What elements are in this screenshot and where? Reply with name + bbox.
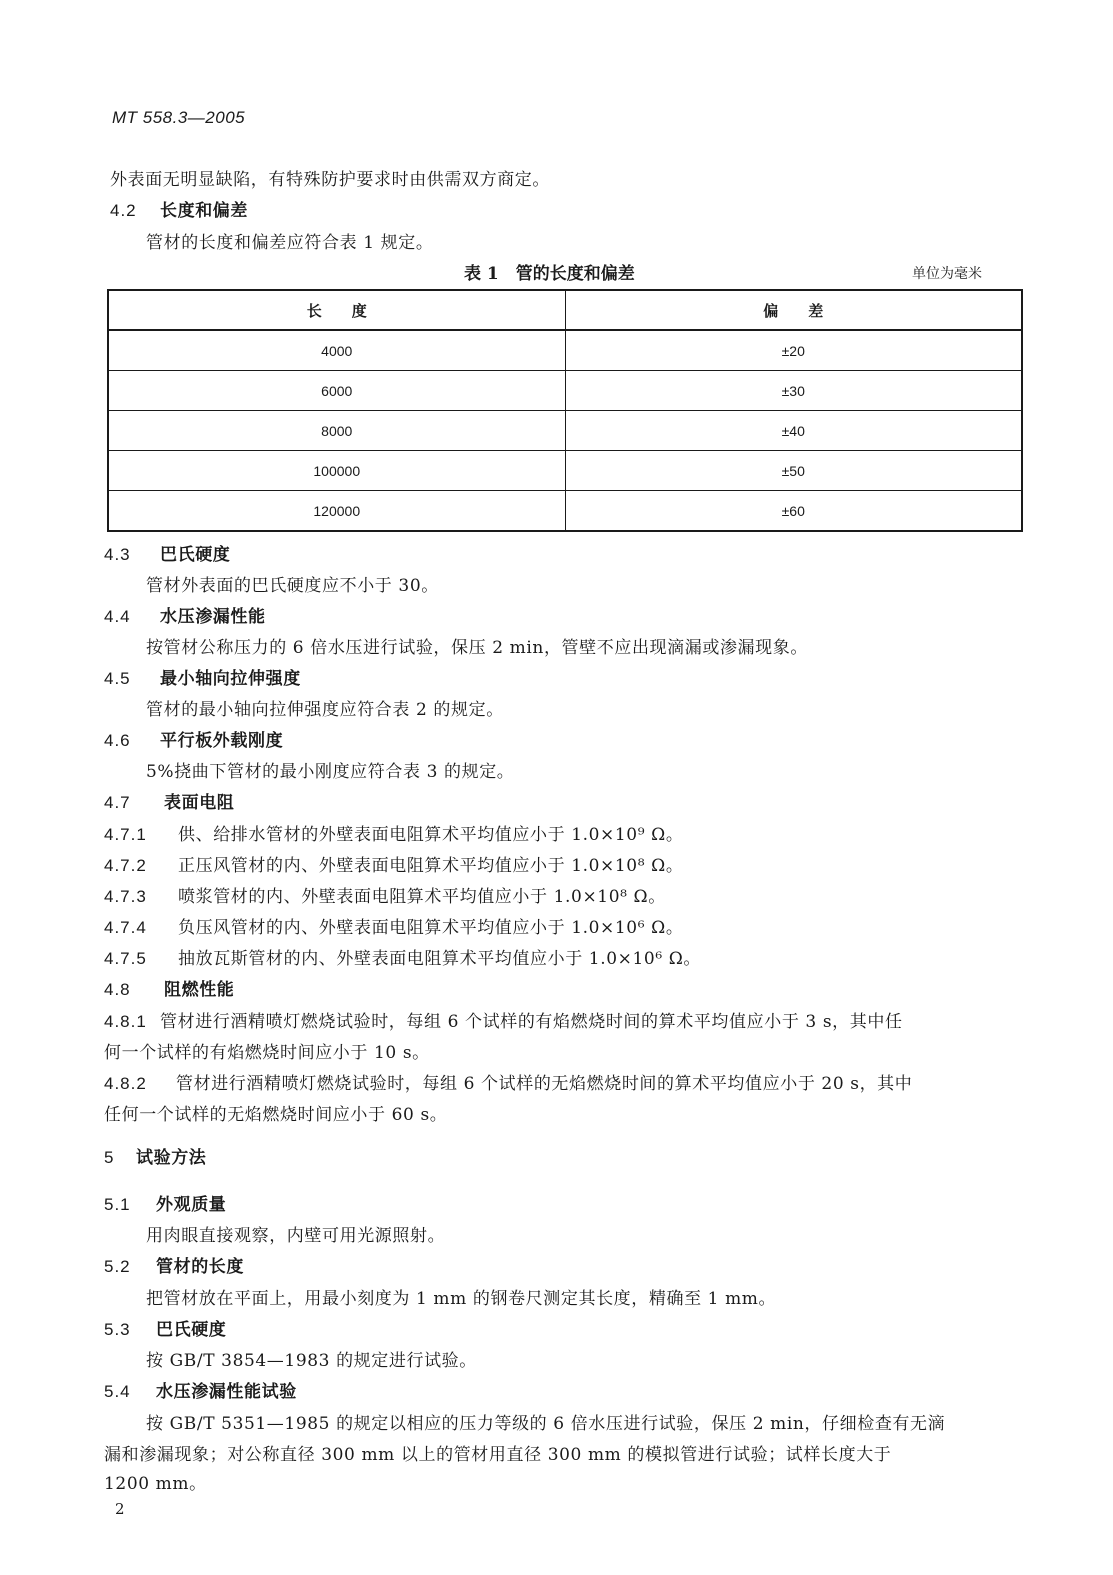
- section-number: 5.3: [104, 1320, 131, 1339]
- clause-continuation: 何一个试样的有焰燃烧时间应小于 10 s。: [104, 1043, 430, 1063]
- cell-deviation: ±30: [565, 371, 1022, 411]
- paragraph: 外表面无明显缺陷，有特殊防护要求时由供需双方商定。: [110, 170, 550, 190]
- section-title: 外观质量: [156, 1195, 227, 1215]
- chapter-title: 试验方法: [136, 1148, 207, 1168]
- numbered-clause: [104, 1007, 903, 1032]
- clause-text: 喷浆管材的内、外壁表面电阻算术平均值应小于 1.0×10⁸ Ω。: [178, 887, 666, 907]
- cell-length: 8000: [108, 411, 565, 451]
- section-heading: [104, 788, 234, 813]
- cell-deviation: ±50: [565, 451, 1022, 491]
- table-row: [108, 451, 1022, 491]
- clause-continuation: 任何一个试样的无焰燃烧时间应小于 60 s。: [104, 1105, 448, 1125]
- section-number: 4.7: [104, 793, 131, 812]
- numbered-clause: [104, 882, 666, 907]
- document-header: MT 558.3—2005: [112, 108, 246, 127]
- cell-deviation: ±20: [565, 330, 1022, 371]
- section-number: 5.1: [104, 1195, 131, 1214]
- clause-number: 4.7.3: [104, 887, 147, 906]
- section-heading: [104, 664, 301, 689]
- header-length: 长 度: [108, 290, 565, 330]
- paragraph-continuation: 1200 mm。: [104, 1474, 207, 1494]
- paragraph: 管材外表面的巴氏硬度应不小于 30。: [146, 576, 439, 596]
- paragraph: 按 GB/T 3854—1983 的规定进行试验。: [146, 1351, 477, 1371]
- clause-text: 负压风管材的内、外壁表面电阻算术平均值应小于 1.0×10⁶ Ω。: [178, 918, 684, 938]
- section-number: 5.2: [104, 1257, 131, 1276]
- clause-number: 4.7.5: [104, 949, 147, 968]
- section-title: 巴氏硬度: [160, 545, 231, 565]
- table-row: [108, 330, 1022, 371]
- section-title: 管材的长度: [156, 1257, 244, 1277]
- clause-number: 4.7.2: [104, 856, 147, 875]
- paragraph: 5%挠曲下管材的最小刚度应符合表 3 的规定。: [146, 762, 515, 782]
- table-caption: 表 1 管的长度和偏差: [464, 264, 635, 284]
- table-row: [108, 411, 1022, 451]
- section-title: 巴氏硬度: [156, 1320, 227, 1340]
- section-title: 水压渗漏性能: [160, 607, 266, 627]
- section-heading: [104, 602, 266, 627]
- section-number: 4.8: [104, 980, 131, 999]
- section-heading: [104, 1377, 297, 1402]
- section-heading: [104, 726, 283, 751]
- table-row: [108, 371, 1022, 411]
- clause-text: 供、给排水管材的外壁表面电阻算术平均值应小于 1.0×10⁹ Ω。: [178, 825, 684, 845]
- header-deviation: 偏 差: [565, 290, 1022, 330]
- section-number: 4.3: [104, 545, 131, 564]
- section-heading: [104, 975, 234, 1000]
- section-heading: [104, 540, 230, 565]
- paragraph: 把管材放在平面上，用最小刻度为 1 mm 的钢卷尺测定其长度，精确至 1 mm。: [146, 1289, 777, 1309]
- table-header-row: [108, 290, 1022, 330]
- section-title: 长度和偏差: [160, 201, 248, 221]
- page-number: 2: [115, 1500, 125, 1518]
- cell-deviation: ±60: [565, 491, 1022, 532]
- clause-text: 正压风管材的内、外壁表面电阻算术平均值应小于 1.0×10⁸ Ω。: [178, 856, 684, 876]
- section-heading: [110, 196, 248, 221]
- paragraph: 按管材公称压力的 6 倍水压进行试验，保压 2 min，管壁不应出现滴漏或渗漏现象。: [146, 638, 808, 658]
- cell-length: 100000: [108, 451, 565, 491]
- numbered-clause: [104, 1069, 912, 1094]
- section-title: 阻燃性能: [164, 980, 235, 1000]
- clause-text: 管材进行酒精喷灯燃烧试验时，每组 6 个试样的无焰燃烧时间的算术平均值应小于 20 s，其中: [176, 1074, 913, 1094]
- clause-number: 4.7.4: [104, 918, 147, 937]
- paragraph: 管材的最小轴向拉伸强度应符合表 2 的规定。: [146, 700, 504, 720]
- numbered-clause: [104, 820, 683, 845]
- clause-text: 管材进行酒精喷灯燃烧试验时，每组 6 个试样的有焰燃烧时间的算术平均值应小于 3 s，其中任: [160, 1012, 903, 1032]
- table-row: [108, 491, 1022, 532]
- cell-length: 6000: [108, 371, 565, 411]
- paragraph: 管材的长度和偏差应符合表 1 规定。: [146, 233, 434, 253]
- paragraph-continuation: 漏和渗漏现象；对公称直径 300 mm 以上的管材用直径 300 mm 的模拟管进行试验；试样长度大于: [104, 1445, 892, 1465]
- paragraph: 按 GB/T 5351—1985 的规定以相应的压力等级的 6 倍水压进行试验，保压 2 min，仔细检查有无滴: [146, 1414, 946, 1434]
- section-title: 最小轴向拉伸强度: [160, 669, 301, 689]
- table-unit: 单位为毫米: [912, 266, 982, 282]
- section-number: 4.5: [104, 669, 131, 688]
- section-heading: [104, 1315, 226, 1340]
- cell-deviation: ±40: [565, 411, 1022, 451]
- section-number: 4.2: [110, 201, 137, 220]
- section-number: 5.4: [104, 1382, 131, 1401]
- paragraph: 用肉眼直接观察，内壁可用光源照射。: [146, 1226, 446, 1246]
- clause-number: 4.8.2: [104, 1074, 147, 1093]
- section-number: 4.4: [104, 607, 131, 626]
- clause-text: 抽放瓦斯管材的内、外壁表面电阻算术平均值应小于 1.0×10⁶ Ω。: [178, 949, 702, 969]
- numbered-clause: [104, 851, 683, 876]
- numbered-clause: [104, 913, 683, 938]
- chapter-heading: [104, 1143, 206, 1168]
- section-heading: [104, 1252, 244, 1277]
- clause-number: 4.8.1: [104, 1012, 147, 1031]
- section-number: 4.6: [104, 731, 131, 750]
- cell-length: 120000: [108, 491, 565, 532]
- clause-number: 4.7.1: [104, 825, 147, 844]
- numbered-clause: [104, 944, 701, 969]
- cell-length: 4000: [108, 330, 565, 371]
- section-title: 平行板外载刚度: [160, 731, 284, 751]
- length-deviation-table: [107, 289, 1023, 532]
- section-title: 水压渗漏性能试验: [156, 1382, 297, 1402]
- section-heading: [104, 1190, 226, 1215]
- section-title: 表面电阻: [164, 793, 235, 813]
- chapter-number: 5: [104, 1148, 115, 1167]
